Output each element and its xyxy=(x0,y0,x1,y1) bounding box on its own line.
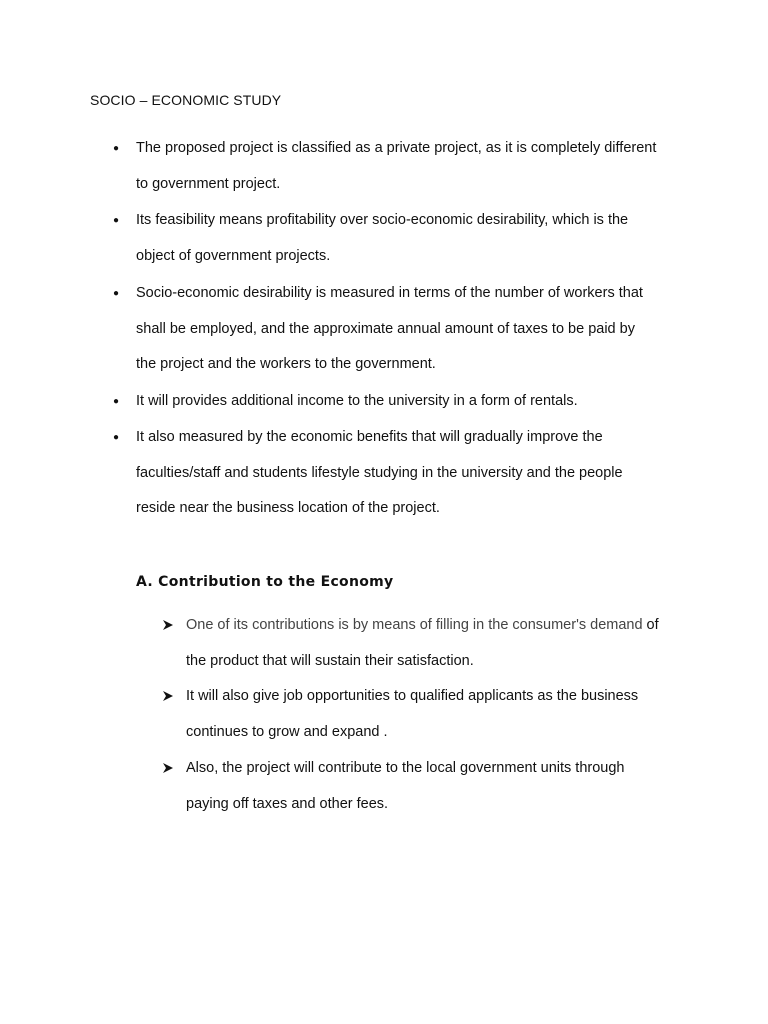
bullet-icon: ● xyxy=(113,432,120,443)
bullet-icon: ● xyxy=(113,143,120,154)
document-title: SOCIO – ECONOMIC STUDY xyxy=(90,92,282,108)
list-item-text: Its feasibility means profitability over socio-economic desirability, which is the object of government projects. xyxy=(136,212,629,264)
list-item-text: It will provides additional income to the university in a form of rentals. xyxy=(136,393,578,409)
list-item-text: The proposed project is classified as a private project, as it is completely different to government project. xyxy=(136,140,657,192)
bullet-icon: ● xyxy=(113,396,120,407)
arrow-bullet-icon xyxy=(162,619,174,631)
list-item-text: One of its contributions is by means of filling in the consumer's demand of the product that will sustain their satisfaction. xyxy=(186,617,659,669)
arrow-bullet-icon xyxy=(162,690,174,702)
list-item-text: Also, the project will contribute to the local government units through paying off taxes and other fees. xyxy=(186,760,625,812)
arrow-bullet-icon xyxy=(162,762,174,774)
section-heading: A. Contribution to the Economy xyxy=(136,574,394,590)
list-item-text: Socio-economic desirability is measured in terms of the number of workers that shall be employed, and the approximate annual amount of taxes to be paid by the project and the workers to the government. xyxy=(136,285,643,372)
list-item-text: It also measured by the economic benefits that will gradually improve the faculties/staff and students lifestyle studying in the university and the people reside near the business location of the project. xyxy=(136,429,623,516)
bullet-icon: ● xyxy=(113,215,120,226)
list-item-text: It will also give job opportunities to qualified applicants as the business continues to grow and expand . xyxy=(186,688,639,740)
bullet-icon: ● xyxy=(113,288,120,299)
